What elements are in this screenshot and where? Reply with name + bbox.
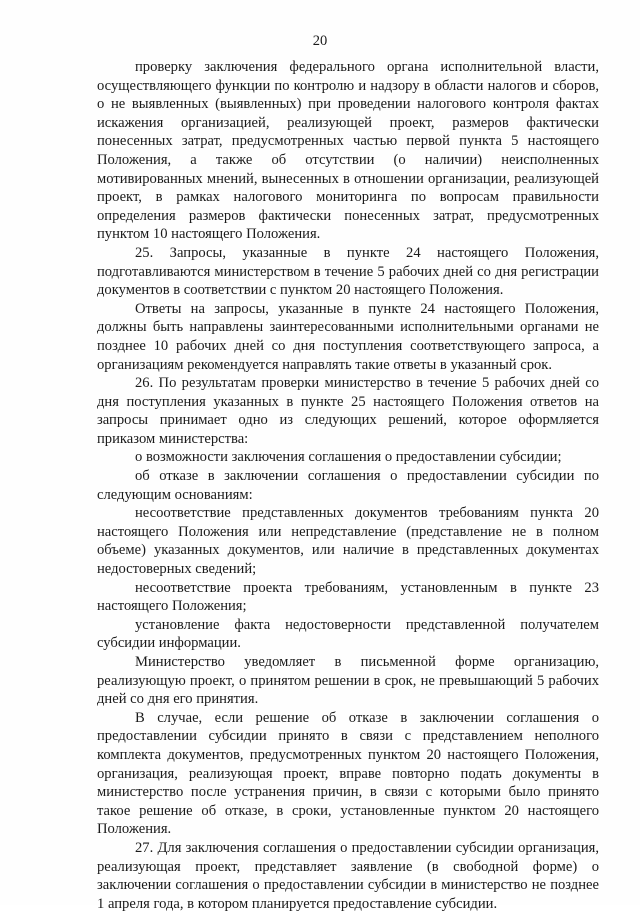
paragraph-item-27: 27. Для заключения соглашения о предоставлении субсидии организация, реализующая проект, представляет заявление (в свободной форме) о заключении соглашения о предоставлении субсидии в министерство не позднее 1 апреля года, в котором планируется предоставление субсидии. bbox=[97, 839, 599, 912]
paragraph-ground-documents: несоответствие представленных документов требованиям пункта 20 настоящего Положения или непредставление (представление не в полном объеме) указанных документов, или наличие в представленных документах недостоверных сведений; bbox=[97, 505, 599, 578]
paragraph-decision-possible: о возможности заключения соглашения о предоставлении субсидии; bbox=[135, 449, 562, 466]
paragraph-decision-refusal: об отказе в заключении соглашения о предоставлении субсидии по следующим основаниям: bbox=[97, 468, 599, 503]
paragraph-continuation: проверку заключения федерального органа исполнительной власти, осуществляющего функции по контролю и надзору в области налогов и сборов, о не выявленных (выявленных) при проведении налогового контроля фактах искажения организацией, реализующей проект, размеров фактически понесенных затрат, предусмотренных частью первой пункта 5 настоящего Положения, а также об отсутствии (о наличии) неисполненных мотивированных мнений, вынесенных в отношении организации, реализующей проект, в рамках налогового мониторинга по вопросам правильности определения размеров фактически понесенных затрат, предусмотренных пунктом 10 настоящего Положения. bbox=[97, 59, 599, 243]
paragraph-item-25: 25. Запросы, указанные в пункте 24 настоящего Положения, подготавливаются министерством в течение 5 рабочих дней со дня регистрации документов в соответствии с пунктом 20 настоящего Положения. bbox=[97, 244, 599, 299]
paragraph-resubmission: В случае, если решение об отказе в заключении соглашения о предоставлении субсидии принято в связи с представлением неполного комплекта документов, предусмотренных пунктом 20 настоящего Положения, организация, реализующая проект, вправе повторно подать документы в министерство после устранения причин, в связи с которыми было принято такое решение об отказе, в сроки, установленные пунктом 20 настоящего Положения. bbox=[97, 709, 599, 838]
paragraph-item-26: 26. По результатам проверки министерство в течение 5 рабочих дней со дня поступления указанных в пункте 25 настоящего Положения ответов на запросы принимает одно из следующих решений, которое оформляется приказом министерства: bbox=[97, 375, 599, 447]
paragraph-responses: Ответы на запросы, указанные в пункте 24 настоящего Положения, должны быть направлены заинтересованными исполнительными органами не позднее 10 рабочих дней со дня поступления соответствующего запроса, а организациям рекомендуется направлять такие ответы в указанный срок. bbox=[97, 300, 599, 373]
paragraph-ground-unreliable: установление факта недостоверности представленной получателем субсидии информации. bbox=[97, 616, 599, 652]
paragraph-ground-project: несоответствие проекта требованиям, установленным в пункте 23 настоящего Положения; bbox=[97, 579, 599, 615]
paragraph-notification: Министерство уведомляет в письменной форме организацию, реализующую проект, о принятом решении в срок, не превышающий 5 рабочих дней со дня его принятия. bbox=[97, 654, 599, 708]
body-text bbox=[97, 58, 599, 913]
page-number: 20 bbox=[312, 33, 328, 49]
